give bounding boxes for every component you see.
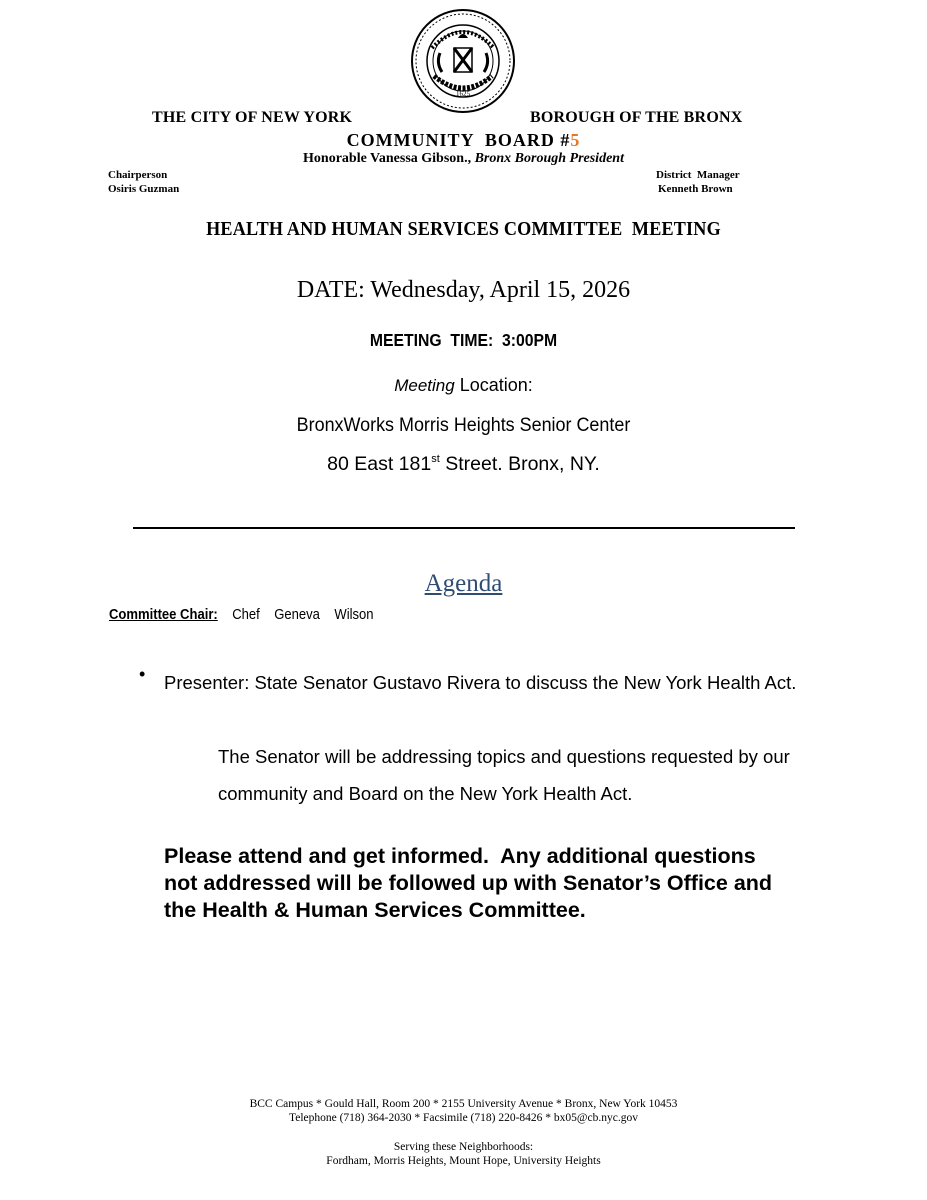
footer-address: BCC Campus * Gould Hall, Room 200 * 2155 University Avenue * Bronx, New York 10453: [249, 1098, 678, 1110]
footer-contact-block: [0, 1097, 927, 1125]
district-manager-label: District Manager: [656, 169, 740, 181]
board-number: 5: [570, 130, 581, 150]
attendance-callout: Please attend and get informed. Any additional questions not addressed will be followed up with Senator’s Office and the Health & Human Services Committee.: [164, 844, 779, 922]
footer-serving-label: Serving these Neighborhoods:: [393, 1141, 534, 1153]
footer-neighborhoods: Fordham, Morris Heights, Mount Hope, University Heights: [326, 1155, 601, 1167]
meeting-location-label: [0, 375, 927, 396]
district-manager-block: [656, 168, 740, 196]
seal-year-text: 1625: [456, 90, 470, 98]
agenda-heading: Agenda: [424, 570, 503, 597]
address-rest: Street. Bronx, NY.: [439, 453, 600, 475]
community-board-title: [0, 130, 927, 151]
city-title: THE CITY OF NEW YORK: [152, 109, 353, 126]
meeting-time: MEETING TIME: 3:00PM: [369, 330, 558, 350]
borough-title: BOROUGH OF THE BRONX: [530, 109, 743, 126]
address-number: 80 East 181: [327, 453, 432, 475]
footer-contact: Telephone (718) 364-2030 * Facsimile (718) 220-8426 * bx05@cb.nyc.gov: [289, 1112, 638, 1124]
nyc-seal-logo: [410, 8, 516, 114]
divider-line: [133, 527, 795, 529]
footer-neighborhoods-block: [0, 1140, 927, 1168]
meeting-location-name: BronxWorks Morris Heights Senior Center: [296, 414, 631, 436]
location-label-text: Location:: [459, 375, 533, 395]
address-suffix: st: [431, 452, 440, 465]
chairperson-block: [108, 168, 179, 196]
district-manager-name: Kenneth Brown: [658, 183, 733, 195]
chairperson-label: Chairperson: [108, 169, 168, 181]
bp-title: Bronx Borough President: [474, 151, 624, 166]
bp-name: Honorable Vanessa Gibson.,: [303, 151, 472, 166]
committee-chair-row: [109, 607, 374, 623]
board-prefix: COMMUNITY BOARD #: [346, 130, 571, 150]
bullet-icon: •: [139, 664, 146, 684]
agenda-item-presenter: Presenter: State Senator Gustavo Rivera to discuss the New York Health Act.: [164, 672, 797, 693]
meeting-address: [0, 453, 927, 476]
agenda-item-detail: The Senator will be addressing topics and questions requested by our community and Board on the New York Health Act.: [218, 746, 790, 804]
committee-chair-name: Chef Geneva Wilson: [232, 607, 374, 623]
committee-chair-label: Committee Chair:: [109, 607, 218, 623]
borough-president-line: [0, 151, 927, 167]
meeting-date: DATE: Wednesday, April 15, 2026: [296, 277, 631, 303]
location-label-italic: Meeting: [394, 376, 455, 395]
committee-meeting-title: HEALTH AND HUMAN SERVICES COMMITTEE MEETING: [206, 219, 721, 240]
chairperson-name: Osiris Guzman: [108, 183, 180, 195]
